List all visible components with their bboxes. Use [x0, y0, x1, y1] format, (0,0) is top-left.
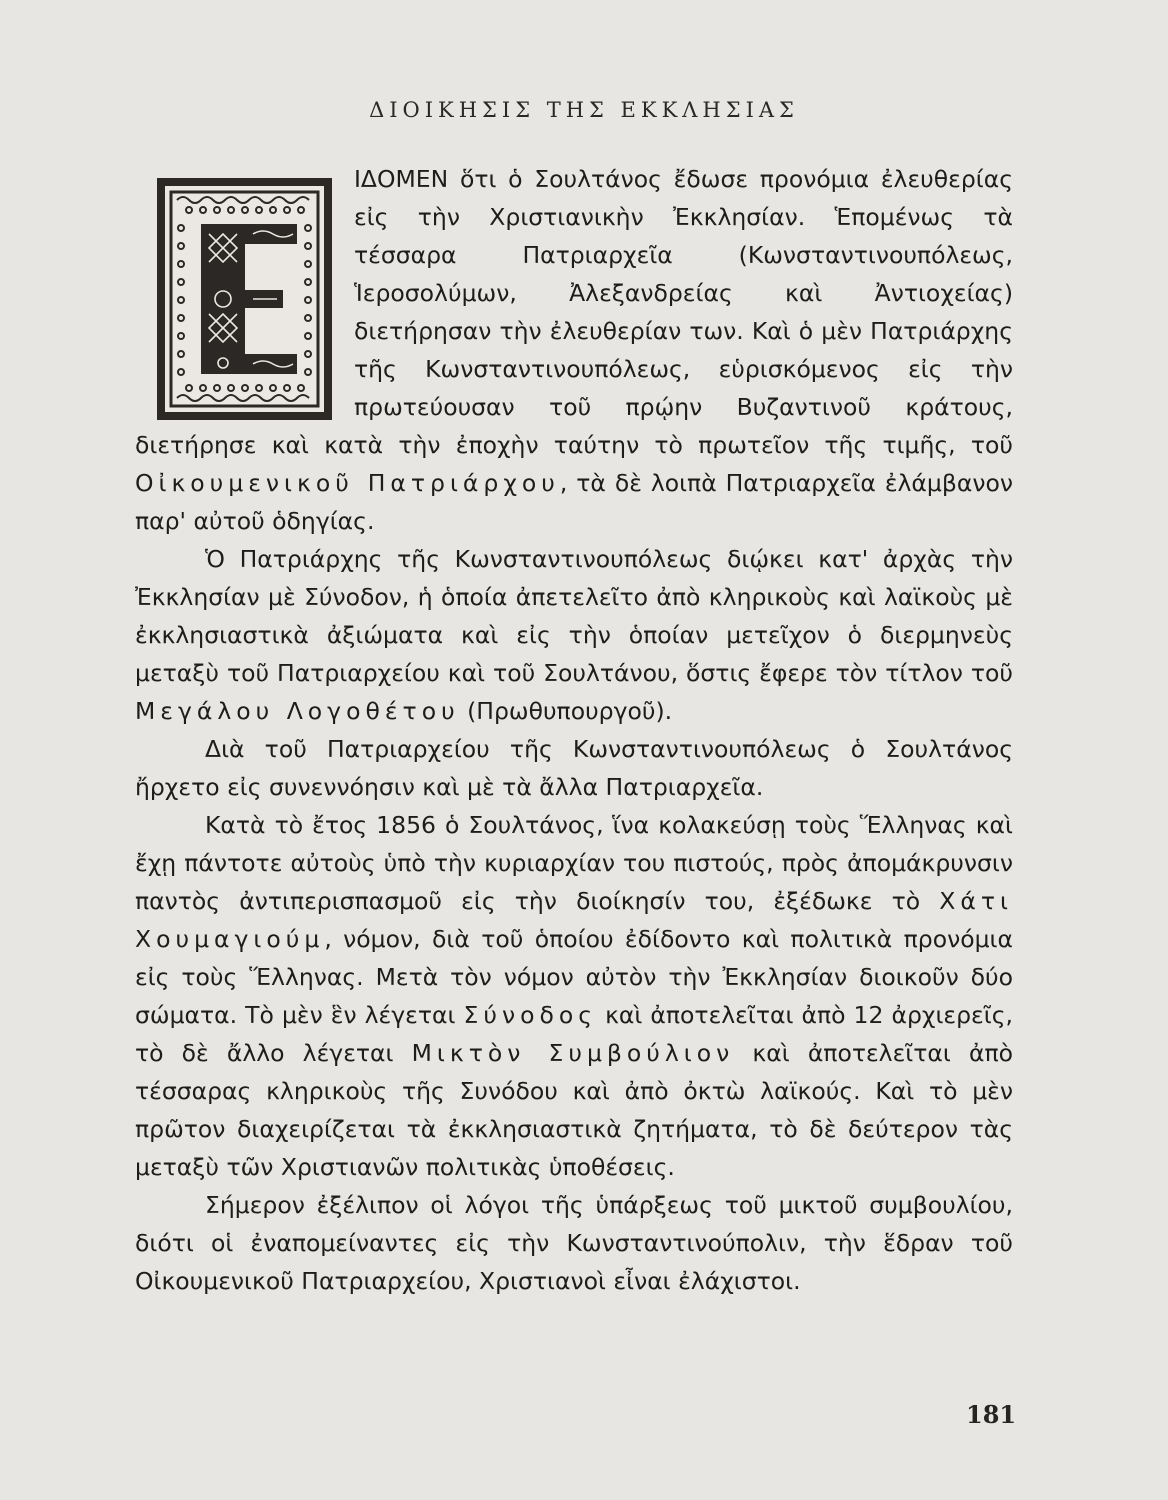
page-number: 181: [966, 1400, 1017, 1429]
paragraph-1: ΙΔΟΜΕΝ ὅτι ὁ Σουλτάνος ἔδωσε προνόμια ἐλευθερίας εἰς τὴν Χριστιανικὴν Ἐκκλησίαν. Ἑπομένως τὰ τέσσαρα Πατριαρχεῖα (Κωνσταντινουπόλεως, Ἱεροσολύμων, Ἀλεξανδρείας καὶ Ἀντιοχείας) διετήρησαν τὴν ἐλευθερίαν των. Καὶ ὁ μὲν Πατριάρχης τῆς Κωνσταντινουπόλεως, εὑρισκόμενος εἰς τὴν πρωτεύουσαν τοῦ πρῴην Βυζαντινοῦ κράτους, διετήρησε καὶ κατὰ τὴν ἐποχὴν ταύτην τὸ πρωτεῖον τῆς τιμῆς, τοῦ Οἰκουμενικοῦ Πατριάρχου, τὰ δὲ λοιπὰ Πατριαρχεῖα ἐλάμβανον παρ' αὐτοῦ ὁδηγίας.: [135, 165, 1013, 535]
body-text: [135, 160, 1013, 1300]
paragraph-5: Σήμερον ἐξέλιπον οἱ λόγοι τῆς ὑπάρξεως τοῦ μικτοῦ συμβουλίου, διότι οἱ ἐναπομείναντες εἰς τὴν Κωνσταντινούπολιν, τὴν ἕδραν τοῦ Οἰκουμενικοῦ Πατριαρχείου, Χριστιανοὶ εἶναι ἐλάχιστοι.: [135, 1191, 1013, 1295]
emphasis-synodos: Σύνοδος: [463, 1001, 598, 1029]
running-header: ΔΙΟΙΚΗΣΙΣ ΤΗΣ ΕΚΚΛΗΣΙΑΣ: [369, 98, 799, 122]
emphasis-megalos-logothetis: Μεγάλου Λογοθέτου: [135, 697, 460, 725]
emphasis-mikton-symvoulion: Μικτὸν Συμβούλιον: [411, 1039, 735, 1067]
paragraph-3: Διὰ τοῦ Πατριαρχείου τῆς Κωνσταντινουπόλεως ὁ Σουλτάνος ἤρχετο εἰς συνεννόησιν καὶ μὲ τὰ ἄλλα Πατριαρχεῖα.: [135, 735, 1013, 801]
ornate-initial-E-icon: [157, 178, 332, 420]
emphasis-oikoumenikos: Οἰκουμενικοῦ Πατριάρχου: [135, 469, 560, 497]
paragraph-2: Ὁ Πατριάρχης τῆς Κωνσταντινουπόλεως διῴκει κατ' ἀρχὰς τὴν Ἐκκλησίαν μὲ Σύνοδον, ἡ ὁποία ἀπετελεῖτο ἀπὸ κληρικοὺς καὶ λαϊκοὺς μὲ ἐκκλησιαστικὰ ἀξιώματα καὶ εἰς τὴν ὁποίαν μετεῖχον ὁ διερμηνεὺς μεταξὺ τοῦ Πατριαρχείου καὶ τοῦ Σουλτάνου, ὅστις ἔφερε τὸν τίτλον τοῦ Μεγάλου Λογοθέτου (Πρωθυπουργοῦ).: [135, 545, 1013, 725]
emphasis-hatt-i-humayun: Χάτι Χουμαγιούμ: [135, 887, 1013, 953]
paragraph-4: Κατὰ τὸ ἔτος 1856 ὁ Σουλτάνος, ἵνα κολακεύσῃ τοὺς Ἕλληνας καὶ ἔχῃ πάντοτε αὐτοὺς ὑπὸ τὴν κυριαρχίαν του πιστούς, πρὸς ἀπομάκρυνσιν παντὸς ἀντιπερισπασμοῦ εἰς τὴν διοίκησίν του, ἐξέδωκε τὸ Χάτι Χουμαγιούμ, νόμον, διὰ τοῦ ὁποίου ἐδίδοντο καὶ πολιτικὰ προνόμια εἰς τοὺς Ἕλληνας. Μετὰ τὸν νόμον αὐτὸν τὴν Ἐκκλησίαν διοικοῦν δύο σώματα. Τὸ μὲν ἓν λέγεται Σύνοδος καὶ ἀποτελεῖται ἀπὸ 12 ἀρχιερεῖς, τὸ δὲ ἄλλο λέγεται Μικτὸν Συμβούλιον καὶ ἀποτελεῖται ἀπὸ τέσσαρας κληρικοὺς τῆς Συνόδου καὶ ἀπὸ ὀκτὼ λαϊκούς. Καὶ τὸ μὲν πρῶτον διαχειρίζεται τὰ ἐκκλησιαστικὰ ζητήματα, τὸ δὲ δεύτερον τὰς μεταξὺ τῶν Χριστιανῶν πολιτικὰς ὑποθέσεις.: [135, 811, 1013, 1181]
